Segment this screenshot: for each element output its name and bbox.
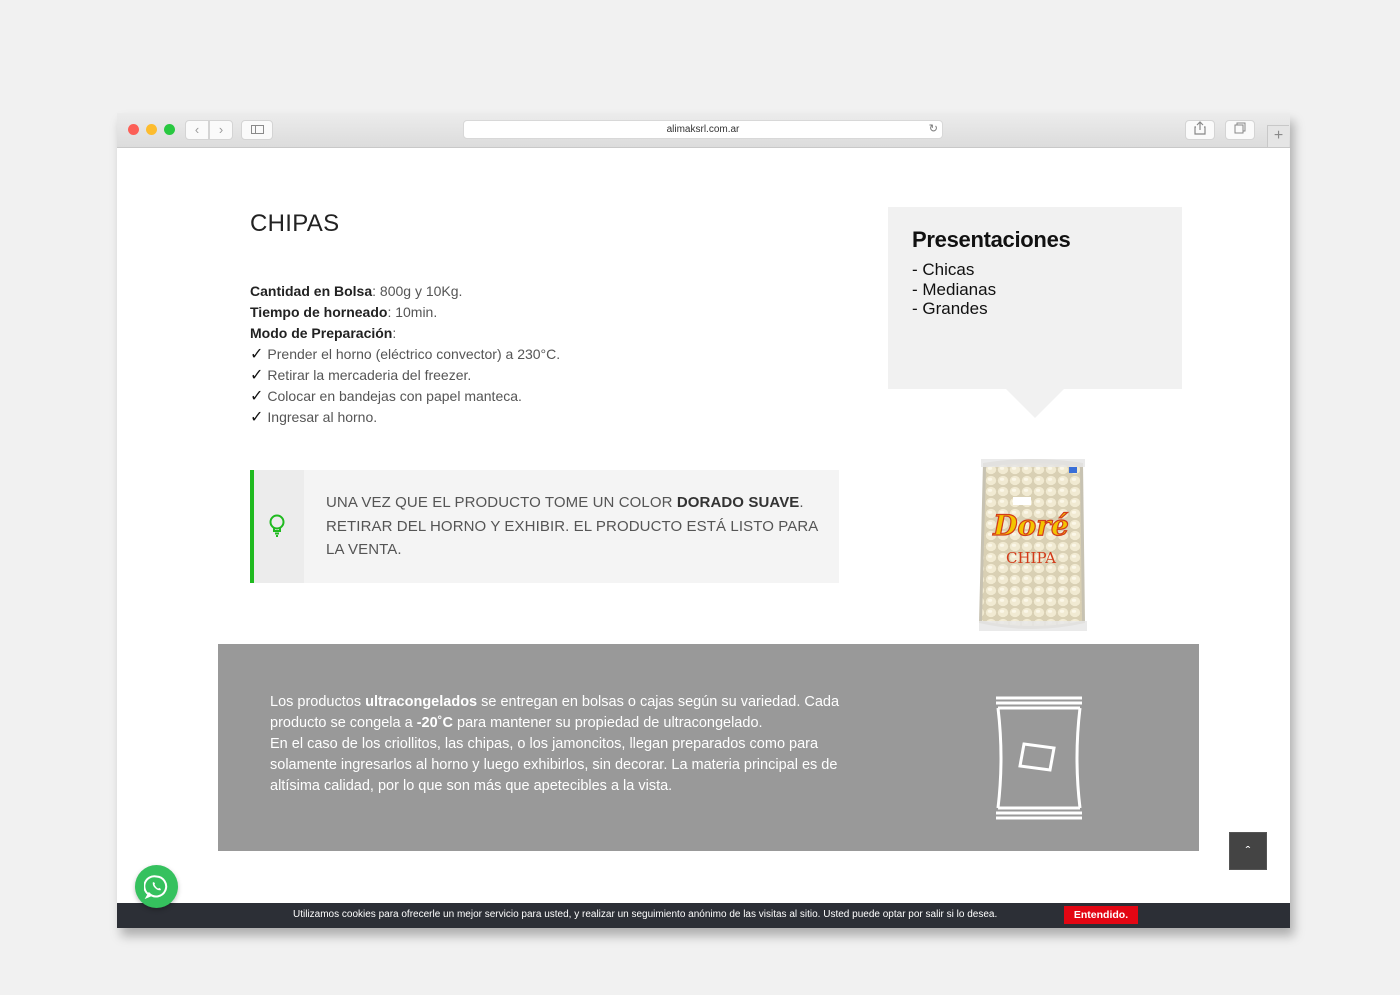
info-text-b: se entregan en bolsas o cajas según su variedad. Cada producto se congela a: [270, 694, 840, 731]
forward-button[interactable]: [209, 120, 233, 140]
tip-icon-column: [254, 470, 304, 583]
share-button[interactable]: [1185, 120, 1215, 140]
presentacion-item: - Medianas: [912, 279, 997, 299]
checkmark-icon: ✓: [250, 367, 264, 384]
prep-step-text: Prender el horno (eléctrico convector) a 230°C.: [267, 346, 561, 362]
tip-part2: . RETIRAR DEL HORNO Y EXHIBIR. EL PRODUCTO ESTÁ LISTO PARA LA VENTA.: [326, 494, 818, 558]
tabs-icon: [1234, 122, 1246, 134]
presentacion-item: - Chicas: [912, 260, 975, 279]
info-band-text: [270, 692, 850, 797]
bag-brand-text: Doré: [993, 509, 1069, 542]
new-tab-button[interactable]: [1267, 125, 1289, 147]
reload-icon[interactable]: ↻: [928, 123, 938, 135]
tip-part1: UNA VEZ QUE EL PRODUCTO TOME UN COLOR: [326, 494, 677, 511]
prep-step-text: Ingresar al horno.: [267, 409, 378, 425]
tip-bold: DORADO SUAVE: [676, 494, 800, 511]
minimize-window-button[interactable]: [146, 124, 157, 135]
prep-step: [250, 365, 560, 386]
cookie-accept-button[interactable]: Entendido.: [1064, 906, 1138, 924]
presentaciones-list: [912, 260, 996, 319]
checkmark-icon: ✓: [250, 388, 264, 405]
share-icon: [1194, 121, 1206, 135]
zoom-window-button[interactable]: [164, 124, 175, 135]
chevron-right-icon: ›: [218, 122, 224, 137]
presentaciones-title: Presentaciones: [912, 227, 1071, 252]
presentaciones-box: [888, 207, 1182, 389]
browser-window: [117, 113, 1290, 928]
tip-box: [250, 470, 839, 583]
close-window-button[interactable]: [128, 124, 139, 135]
time-value: : 10min.: [387, 304, 438, 320]
info-paragraph-2: En el caso de los criollitos, las chipas, o los jamoncitos, llegan preparados como para solamente ingresarlos al horno y luego exhibirlos, sin decorar. La materia principal es de altísima calidad, por lo que son más que apetecibles a la vista.: [270, 736, 838, 794]
quantity-line: [250, 281, 560, 302]
page-content: [117, 148, 1290, 928]
quantity-value: : 800g y 10Kg.: [372, 283, 463, 299]
product-title: CHIPAS: [250, 210, 340, 237]
sidebar-toggle-button[interactable]: [241, 120, 273, 140]
quantity-label: Cantidad en Bolsa: [250, 283, 373, 299]
time-label: Tiempo de horneado: [250, 304, 388, 320]
product-bag-image: [973, 453, 1091, 638]
info-bold-temperature: -20˚C: [416, 715, 453, 731]
whatsapp-button[interactable]: [135, 865, 178, 908]
checkmark-icon: ✓: [250, 409, 264, 426]
lightbulb-icon: [268, 514, 286, 538]
checkmark-icon: ✓: [250, 346, 264, 363]
prep-step: [250, 386, 560, 407]
scroll-to-top-button[interactable]: [1229, 832, 1267, 870]
product-details: [250, 281, 560, 428]
tabs-overview-button[interactable]: [1225, 120, 1255, 140]
info-band: [218, 644, 1199, 851]
cookie-bar: [117, 903, 1290, 928]
prep-suffix: :: [392, 325, 397, 341]
info-bold-ultracongelados: ultracongelados: [365, 694, 478, 710]
prep-step-text: Colocar en bandejas con papel manteca.: [267, 388, 522, 404]
info-text-a: Los productos: [270, 694, 366, 710]
address-bar[interactable]: [463, 120, 943, 139]
bag-label-text: CHIPA: [1005, 549, 1057, 567]
presentacion-item: - Grandes: [912, 299, 988, 318]
chevron-up-icon: ˆ: [1245, 843, 1251, 859]
info-paragraph-1: [270, 692, 850, 734]
plus-icon: +: [1273, 127, 1284, 144]
info-text-c: para mantener su propiedad de ultracongelado.: [452, 715, 763, 731]
prep-step: [250, 407, 560, 428]
url-text: alimaksrl.com.ar: [666, 124, 740, 135]
prep-step: [250, 344, 560, 365]
cookie-text: Utilizamos cookies para ofrecerle un mejor servicio para usted, y realizar un seguimiento anónimo de las visitas al sitio. Usted puede optar por salir si lo desea.: [293, 909, 998, 920]
tip-text: [326, 491, 826, 562]
browser-titlebar: [117, 113, 1290, 148]
prep-step-text: Retirar la mercaderia del freezer.: [267, 367, 472, 383]
bag-outline-icon: [992, 694, 1086, 822]
sidebar-icon: [251, 125, 264, 134]
time-line: [250, 302, 560, 323]
prep-label: Modo de Preparación: [250, 325, 393, 341]
chevron-left-icon: ‹: [194, 122, 200, 137]
whatsapp-icon: [144, 874, 169, 899]
prep-line: [250, 323, 560, 344]
back-button[interactable]: [185, 120, 209, 140]
